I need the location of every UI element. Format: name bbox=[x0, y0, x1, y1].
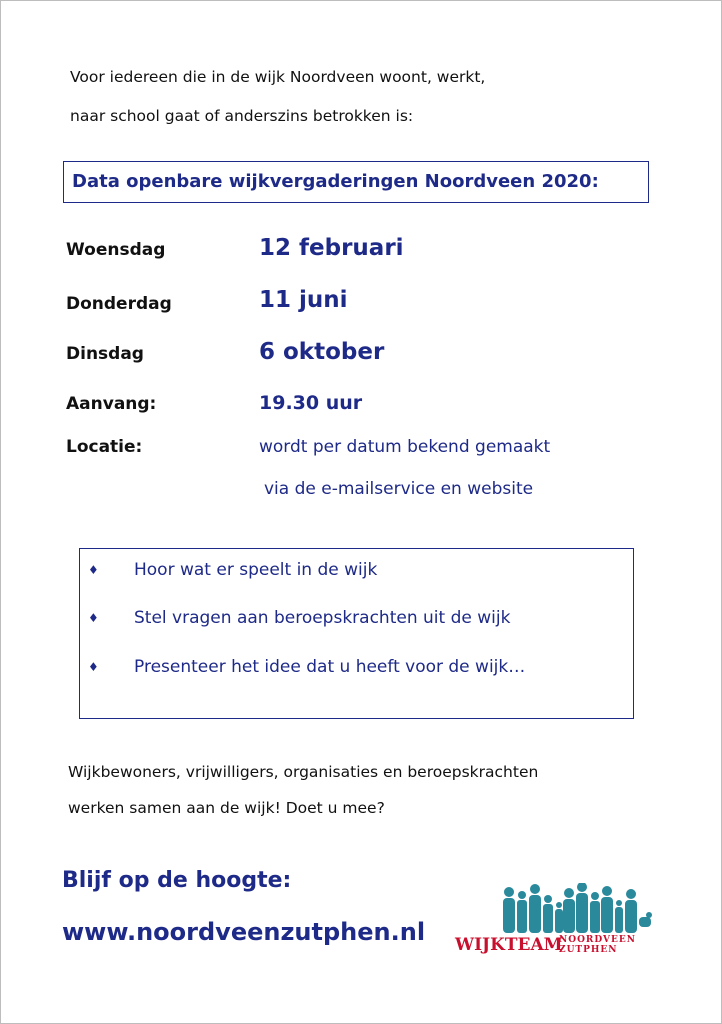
diamond-bullet-icon: ♦ bbox=[88, 611, 99, 625]
start-label: Aanvang: bbox=[66, 394, 157, 414]
stay-updated-heading: Blijf op de hoogte: bbox=[62, 868, 292, 893]
bullet-box bbox=[79, 548, 634, 719]
wijkteam-logo bbox=[455, 883, 655, 963]
people-figures-icon bbox=[455, 883, 655, 935]
outro-line-2: werken samen aan de wijk! Doet u mee? bbox=[68, 799, 385, 817]
schedule-date-3: 6 oktober bbox=[259, 339, 385, 365]
location-line-2: via de e-mailservice en website bbox=[264, 479, 534, 499]
outro-line-1: Wijkbewoners, vrijwilligers, organisaties en beroepskrachten bbox=[68, 763, 539, 781]
bullet-text: Hoor wat er speelt in de wijk bbox=[134, 560, 378, 580]
schedule-day-2: Donderdag bbox=[66, 294, 172, 314]
flyer-title: Data openbare wijkvergaderingen Noordveen 2020: bbox=[72, 171, 599, 192]
location-label: Locatie: bbox=[66, 437, 143, 457]
bullet-text: Stel vragen aan beroepskrachten uit de wijk bbox=[134, 608, 511, 628]
intro-line-2: naar school gaat of anderszins betrokken is: bbox=[70, 107, 414, 125]
logo-bottom-text: ZUTPHEN bbox=[559, 945, 618, 955]
location-line-1: wordt per datum bekend gemaakt bbox=[259, 437, 551, 457]
schedule-day-1: Woensdag bbox=[66, 240, 166, 260]
schedule-date-2: 11 juni bbox=[259, 287, 348, 313]
schedule-date-1: 12 februari bbox=[259, 235, 404, 261]
schedule-day-3: Dinsdag bbox=[66, 344, 144, 364]
start-time: 19.30 uur bbox=[259, 392, 363, 414]
diamond-bullet-icon: ♦ bbox=[88, 660, 99, 674]
diamond-bullet-icon: ♦ bbox=[88, 563, 99, 577]
bullet-text: Presenteer het idee dat u heeft voor de wijk… bbox=[134, 657, 526, 677]
intro-line-1: Voor iedereen die in de wijk Noordveen woont, werkt, bbox=[70, 68, 486, 86]
website-link[interactable]: www.noordveenzutphen.nl bbox=[62, 918, 426, 946]
title-box bbox=[63, 161, 649, 203]
logo-main-text: WIJKTEAM bbox=[455, 935, 563, 955]
logo-top-text: NOORDVEEN bbox=[559, 935, 636, 945]
